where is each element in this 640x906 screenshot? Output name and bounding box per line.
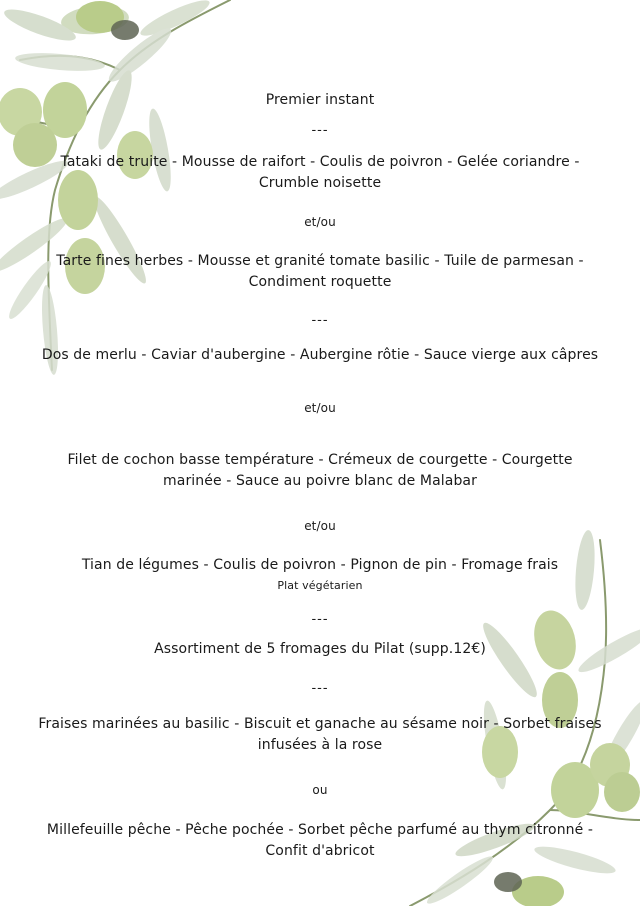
dessert-1-line-2: infusées à la rose: [257, 737, 383, 753]
main-2-line-1: Filet de cochon basse température - Crémeux de courgette - Courgette: [67, 452, 573, 468]
main-3: Tian de légumes - Coulis de poivron - Pignon de pin - Fromage frais: [81, 557, 559, 573]
main-1: Dos de merlu - Caviar d'aubergine - Aubergine rôtie - Sauce vierge aux câpres: [41, 347, 599, 363]
dessert-join: ou: [312, 783, 328, 797]
vegetarian-note: Plat végétarien: [277, 579, 363, 592]
starter-1-line-2: Crumble noisette: [258, 175, 382, 191]
dessert-1-line-1: Fraises marinées au basilic - Biscuit et ganache au sésame noir - Sorbet fraises: [38, 716, 602, 732]
main-2-line-2: marinée - Sauce au poivre blanc de Malabar: [163, 473, 477, 489]
starter-1-line-1: Tataki de truite - Mousse de raifort - Coulis de poivron - Gelée coriandre -: [60, 154, 580, 170]
separator: ---: [311, 681, 329, 696]
separator: ---: [311, 123, 329, 138]
main-join-2: et/ou: [304, 519, 336, 533]
cheese-course: Assortiment de 5 fromages du Pilat (supp.12€): [154, 641, 486, 657]
dessert-2-line-2: Confit d'abricot: [265, 843, 375, 859]
menu-title: Premier instant: [265, 92, 375, 108]
dessert-2-line-1: Millefeuille pêche - Pêche pochée - Sorbet pêche parfumé au thym citronné -: [46, 822, 594, 838]
separator: ---: [311, 313, 329, 328]
starter-join: et/ou: [304, 215, 336, 229]
olive-branch-top-left-illustration: [0, 0, 260, 390]
main-join-1: et/ou: [304, 401, 336, 415]
separator: ---: [311, 612, 329, 627]
starter-2-line-1: Tarte fines herbes - Mousse et granité tomate basilic - Tuile de parmesan -: [56, 253, 584, 269]
starter-2-line-2: Condiment roquette: [248, 274, 392, 290]
